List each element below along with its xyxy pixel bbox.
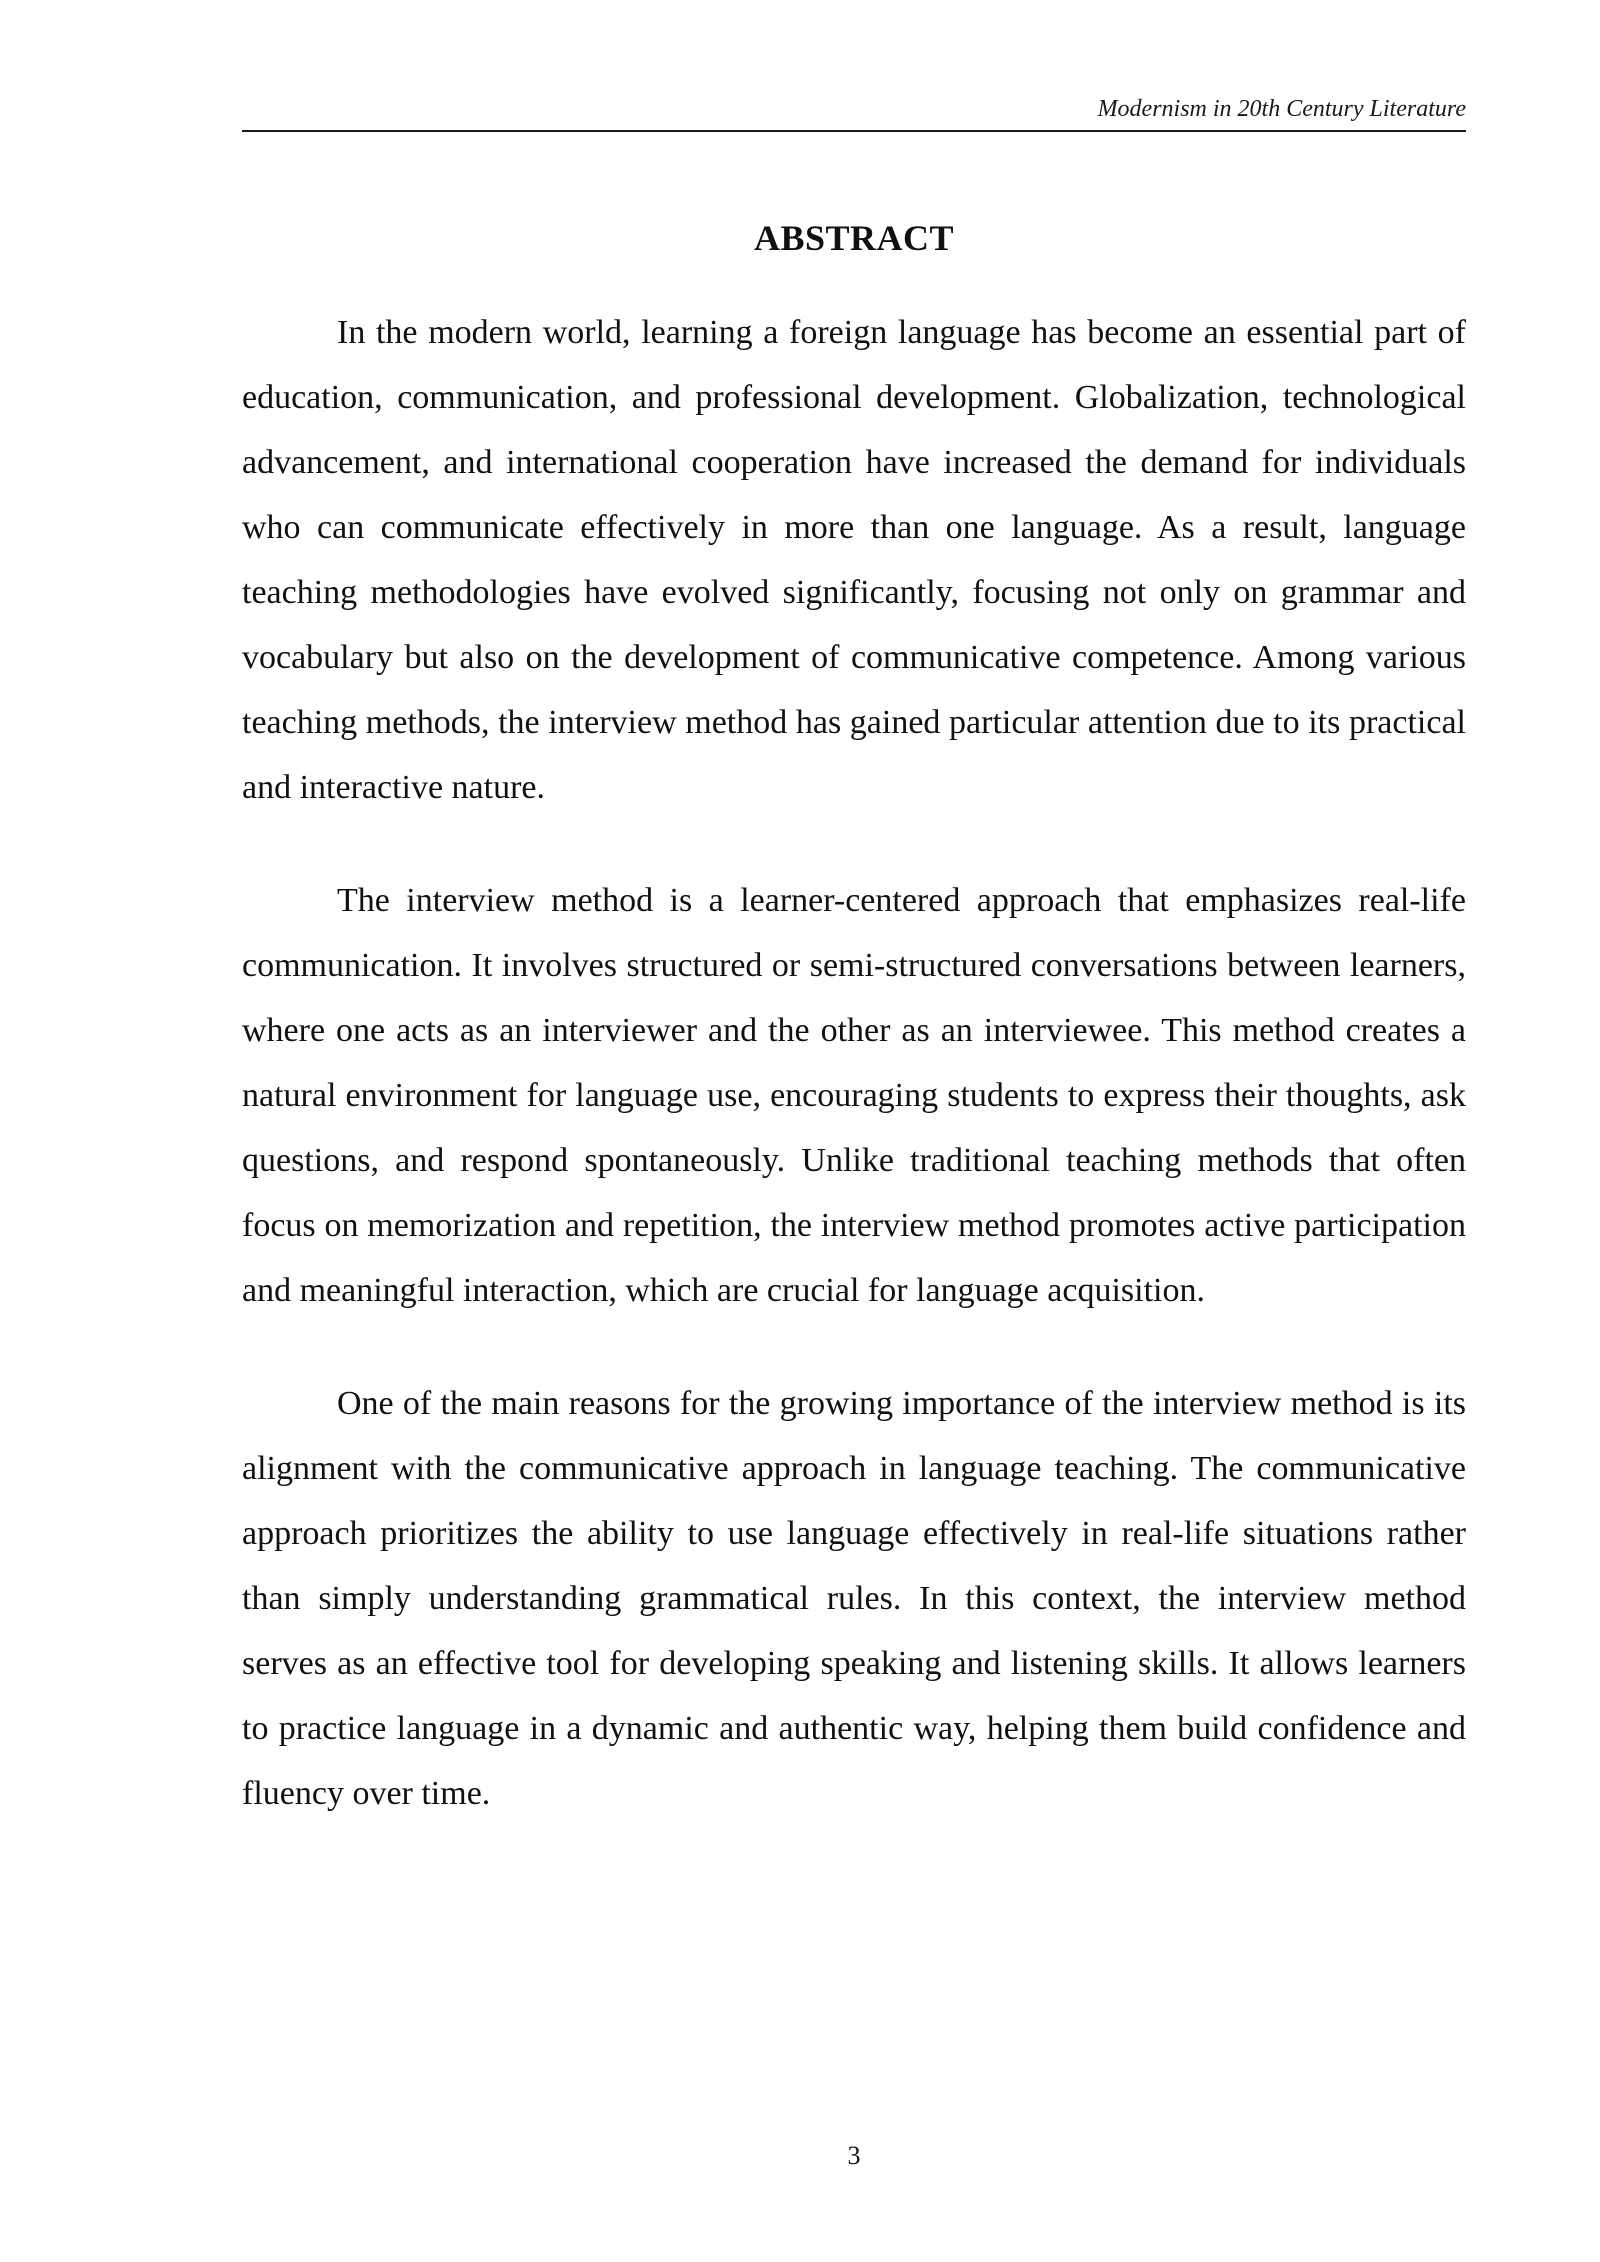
page-number: 3 — [847, 2141, 861, 2170]
abstract-paragraph-2: The interview method is a learner-centered approach that emphasizes real-life communication. It involves structured or semi-structured conversations between learners, where one acts as an interviewer and the other as an interviewee. This method creates a natural environment for language use, encouraging students to express their thoughts, ask questions, and respond spontaneously. Unlike traditional teaching methods that often focus on memorization and repetition, the interview method promotes active participation and meaningful interaction, which are crucial for language acquisition. — [242, 882, 1466, 1309]
abstract-paragraph-3: One of the main reasons for the growing importance of the interview method is its alignment with the communicative approach in language teaching. The communicative approach prioritizes the ability to use language effectively in real-life situations rather than simply understanding grammatical rules. In this context, the interview method serves as an effective tool for developing speaking and listening skills. It allows learners to practice language in a dynamic and authentic way, helping them build confidence and fluency over time. — [242, 1385, 1466, 1812]
running-header-title: Modernism in 20th Century Literature — [1097, 96, 1466, 122]
abstract-body — [242, 300, 1466, 1874]
running-header — [242, 94, 1466, 132]
abstract-paragraph-1: In the modern world, learning a foreign language has become an essential part of education, communication, and professional development. Globalization, technological advancement, and international cooperation have increased the demand for individuals who can communicate effectively in more than one language. As a result, language teaching methodologies have evolved significantly, focusing not only on grammar and vocabulary but also on the development of communicative competence. Among various teaching methods, the interview method has gained particular attention due to its practical and interactive nature. — [242, 314, 1466, 806]
abstract-title: ABSTRACT — [753, 218, 955, 259]
